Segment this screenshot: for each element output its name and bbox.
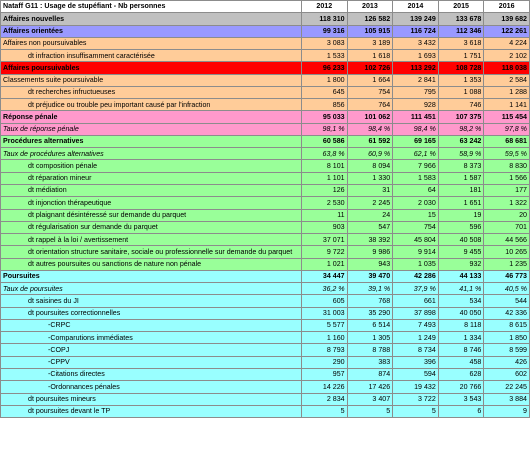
cell-value: 903 (302, 221, 348, 233)
cell-value: 1 334 (438, 332, 484, 344)
cell-value: 602 (484, 368, 530, 380)
cell-value: 2 841 (393, 74, 439, 86)
cell-value: 38 392 (347, 234, 393, 246)
cell-value: 1 800 (302, 74, 348, 86)
table-row (1, 368, 530, 380)
cell-value: 99 316 (302, 25, 348, 37)
cell-value: 112 346 (438, 25, 484, 37)
cell-value: 9 914 (393, 246, 439, 258)
table-row (1, 283, 530, 295)
cell-value: 3 884 (484, 393, 530, 405)
cell-value: 139 682 (484, 13, 530, 25)
row-label: Affaires orientées (1, 25, 302, 37)
cell-value: 795 (393, 86, 439, 98)
table-row (1, 332, 530, 344)
cell-value: 3 722 (393, 393, 439, 405)
row-label: -CRPC (1, 319, 302, 331)
cell-value: 8 599 (484, 344, 530, 356)
cell-value: 37 898 (393, 307, 439, 319)
row-label: dt injonction thérapeutique (1, 197, 302, 209)
cell-value: 20 766 (438, 381, 484, 393)
row-label: Taux de poursuites (1, 283, 302, 295)
row-label: Affaires non poursuivables (1, 37, 302, 49)
cell-value: 8 101 (302, 160, 348, 172)
row-label: dt réparation mineur (1, 172, 302, 184)
cell-value: 98,4 % (347, 123, 393, 135)
cell-value: 62,1 % (393, 148, 439, 160)
cell-value: 8 734 (393, 344, 439, 356)
row-label: dt médiation (1, 184, 302, 196)
cell-value: 39,1 % (347, 283, 393, 295)
row-label: dt autres poursuites ou sanctions de nature non pénale (1, 258, 302, 270)
cell-value: 3 083 (302, 37, 348, 49)
cell-value: 44 133 (438, 270, 484, 282)
cell-value: 34 447 (302, 270, 348, 282)
cell-value: 61 592 (347, 135, 393, 147)
year-header: 2013 (347, 1, 393, 13)
cell-value: 6 514 (347, 319, 393, 331)
row-label: Affaires poursuivables (1, 62, 302, 74)
cell-value: 68 681 (484, 135, 530, 147)
header-row (1, 1, 530, 13)
cell-value: 1 330 (347, 172, 393, 184)
cell-value: 8 793 (302, 344, 348, 356)
cell-value: 177 (484, 184, 530, 196)
row-label: -Citations directes (1, 368, 302, 380)
cell-value: 122 261 (484, 25, 530, 37)
cell-value: 8 094 (347, 160, 393, 172)
cell-value: 943 (347, 258, 393, 270)
table-row (1, 74, 530, 86)
cell-value: 63 242 (438, 135, 484, 147)
cell-value: 1 035 (393, 258, 439, 270)
cell-value: 290 (302, 356, 348, 368)
row-label: Procédures alternatives (1, 135, 302, 147)
cell-value: 98,1 % (302, 123, 348, 135)
cell-value: 1 587 (438, 172, 484, 184)
cell-value: 17 426 (347, 381, 393, 393)
cell-value: 133 678 (438, 13, 484, 25)
row-label: dt rappel à la loi / avertissement (1, 234, 302, 246)
table-row (1, 111, 530, 123)
cell-value: 5 (302, 405, 348, 417)
cell-value: 645 (302, 86, 348, 98)
table-row (1, 307, 530, 319)
table-row (1, 50, 530, 62)
row-label: dt plaignant désintéressé sur demande du parquet (1, 209, 302, 221)
cell-value: 856 (302, 99, 348, 111)
cell-value: 126 (302, 184, 348, 196)
cell-value: 19 (438, 209, 484, 221)
row-label: dt poursuites devant le TP (1, 405, 302, 417)
cell-value: 932 (438, 258, 484, 270)
row-label: dt infraction insuffisamment caractérisée (1, 50, 302, 62)
cell-value: 2 245 (347, 197, 393, 209)
cell-value: 1 101 (302, 172, 348, 184)
table-row (1, 234, 530, 246)
cell-value: 3 618 (438, 37, 484, 49)
cell-value: 19 432 (393, 381, 439, 393)
cell-value: 596 (438, 221, 484, 233)
cell-value: 605 (302, 295, 348, 307)
cell-value: 1 322 (484, 197, 530, 209)
cell-value: 5 (347, 405, 393, 417)
cell-value: 383 (347, 356, 393, 368)
cell-value: 628 (438, 368, 484, 380)
cell-value: 1 160 (302, 332, 348, 344)
cell-value: 396 (393, 356, 439, 368)
table-row (1, 62, 530, 74)
table-row (1, 221, 530, 233)
cell-value: 8 788 (347, 344, 393, 356)
cell-value: 1 021 (302, 258, 348, 270)
table-row (1, 86, 530, 98)
cell-value: 5 (393, 405, 439, 417)
row-label: Taux de réponse pénale (1, 123, 302, 135)
cell-value: 139 249 (393, 13, 439, 25)
cell-value: 7 966 (393, 160, 439, 172)
cell-value: 754 (393, 221, 439, 233)
cell-value: 9 722 (302, 246, 348, 258)
cell-value: 8 118 (438, 319, 484, 331)
cell-value: 661 (393, 295, 439, 307)
cell-value: 1 651 (438, 197, 484, 209)
table-row (1, 356, 530, 368)
cell-value: 5 577 (302, 319, 348, 331)
row-label: Réponse pénale (1, 111, 302, 123)
cell-value: 107 375 (438, 111, 484, 123)
table-row (1, 258, 530, 270)
row-label: -COPJ (1, 344, 302, 356)
cell-value: 35 290 (347, 307, 393, 319)
row-label: dt composition pénale (1, 160, 302, 172)
cell-value: 42 286 (393, 270, 439, 282)
cell-value: 39 470 (347, 270, 393, 282)
cell-value: 768 (347, 295, 393, 307)
cell-value: 1 088 (438, 86, 484, 98)
cell-value: 1 249 (393, 332, 439, 344)
cell-value: 59,5 % (484, 148, 530, 160)
cell-value: 8 373 (438, 160, 484, 172)
cell-value: 746 (438, 99, 484, 111)
cell-value: 3 432 (393, 37, 439, 49)
cell-value: 1 533 (302, 50, 348, 62)
cell-value: 1 141 (484, 99, 530, 111)
cell-value: 102 726 (347, 62, 393, 74)
cell-value: 37 071 (302, 234, 348, 246)
cell-value: 118 038 (484, 62, 530, 74)
cell-value: 24 (347, 209, 393, 221)
table-row (1, 197, 530, 209)
cell-value: 1 618 (347, 50, 393, 62)
cell-value: 40,5 % (484, 283, 530, 295)
table-row (1, 37, 530, 49)
cell-value: 64 (393, 184, 439, 196)
table-row (1, 135, 530, 147)
cell-value: 3 407 (347, 393, 393, 405)
cell-value: 58,9 % (438, 148, 484, 160)
row-label: Classements suite poursuivable (1, 74, 302, 86)
cell-value: 1 583 (393, 172, 439, 184)
cell-value: 113 292 (393, 62, 439, 74)
cell-value: 31 (347, 184, 393, 196)
cell-value: 98,4 % (393, 123, 439, 135)
cell-value: 594 (393, 368, 439, 380)
row-label: -Ordonnances pénales (1, 381, 302, 393)
table-title: Nataff G11 : Usage de stupéfiant - Nb personnes (1, 1, 302, 13)
cell-value: 14 226 (302, 381, 348, 393)
cell-value: 701 (484, 221, 530, 233)
table-row (1, 99, 530, 111)
cell-value: 44 566 (484, 234, 530, 246)
cell-value: 40 508 (438, 234, 484, 246)
cell-value: 41,1 % (438, 283, 484, 295)
year-header: 2015 (438, 1, 484, 13)
cell-value: 754 (347, 86, 393, 98)
cell-value: 8 830 (484, 160, 530, 172)
cell-value: 3 189 (347, 37, 393, 49)
cell-value: 874 (347, 368, 393, 380)
table-row (1, 270, 530, 282)
cell-value: 1 566 (484, 172, 530, 184)
table-row (1, 160, 530, 172)
cell-value: 20 (484, 209, 530, 221)
cell-value: 1 288 (484, 86, 530, 98)
cell-value: 3 543 (438, 393, 484, 405)
cell-value: 1 664 (347, 74, 393, 86)
cell-value: 37,9 % (393, 283, 439, 295)
cell-value: 60,9 % (347, 148, 393, 160)
row-label: Taux de procédures alternatives (1, 148, 302, 160)
cell-value: 69 165 (393, 135, 439, 147)
cell-value: 1 693 (393, 50, 439, 62)
cell-value: 101 062 (347, 111, 393, 123)
cell-value: 6 (438, 405, 484, 417)
cell-value: 7 493 (393, 319, 439, 331)
cell-value: 1 235 (484, 258, 530, 270)
cell-value: 547 (347, 221, 393, 233)
year-header: 2012 (302, 1, 348, 13)
cell-value: 4 224 (484, 37, 530, 49)
cell-value: 10 265 (484, 246, 530, 258)
cell-value: 1 751 (438, 50, 484, 62)
cell-value: 22 245 (484, 381, 530, 393)
cell-value: 1 353 (438, 74, 484, 86)
cell-value: 1 305 (347, 332, 393, 344)
cell-value: 97,8 % (484, 123, 530, 135)
cell-value: 928 (393, 99, 439, 111)
cell-value: 2 030 (393, 197, 439, 209)
table-row (1, 295, 530, 307)
table-row (1, 209, 530, 221)
year-header: 2014 (393, 1, 439, 13)
row-label: dt préjudice ou trouble peu important causé par l'infraction (1, 99, 302, 111)
table-row (1, 246, 530, 258)
cell-value: 115 454 (484, 111, 530, 123)
cell-value: 9 (484, 405, 530, 417)
cell-value: 98,2 % (438, 123, 484, 135)
table-row (1, 25, 530, 37)
cell-value: 426 (484, 356, 530, 368)
cell-value: 11 (302, 209, 348, 221)
cell-value: 126 582 (347, 13, 393, 25)
cell-value: 764 (347, 99, 393, 111)
cell-value: 957 (302, 368, 348, 380)
table-row (1, 123, 530, 135)
row-label: dt saisines du JI (1, 295, 302, 307)
cell-value: 96 233 (302, 62, 348, 74)
cell-value: 108 728 (438, 62, 484, 74)
cell-value: 534 (438, 295, 484, 307)
table-row (1, 344, 530, 356)
table-row (1, 393, 530, 405)
cell-value: 2 584 (484, 74, 530, 86)
table-row (1, 184, 530, 196)
cell-value: 9 455 (438, 246, 484, 258)
cell-value: 2 102 (484, 50, 530, 62)
cell-value: 116 724 (393, 25, 439, 37)
cell-value: 63,8 % (302, 148, 348, 160)
cell-value: 105 915 (347, 25, 393, 37)
table-row (1, 405, 530, 417)
cell-value: 458 (438, 356, 484, 368)
cell-value: 8 615 (484, 319, 530, 331)
row-label: dt poursuites correctionnelles (1, 307, 302, 319)
table-row (1, 172, 530, 184)
cell-value: 42 336 (484, 307, 530, 319)
cell-value: 1 850 (484, 332, 530, 344)
row-label: dt orientation structure sanitaire, sociale ou professionnelle sur demande du parquet (1, 246, 302, 258)
row-label: Poursuites (1, 270, 302, 282)
cell-value: 45 804 (393, 234, 439, 246)
table-row (1, 319, 530, 331)
table-row (1, 148, 530, 160)
row-label: Affaires nouvelles (1, 13, 302, 25)
year-header: 2016 (484, 1, 530, 13)
cell-value: 111 451 (393, 111, 439, 123)
row-label: dt poursuites mineurs (1, 393, 302, 405)
cell-value: 2 834 (302, 393, 348, 405)
cell-value: 118 310 (302, 13, 348, 25)
table-row (1, 381, 530, 393)
cell-value: 31 003 (302, 307, 348, 319)
cell-value: 8 746 (438, 344, 484, 356)
row-label: -CPPV (1, 356, 302, 368)
cell-value: 36,2 % (302, 283, 348, 295)
row-label: dt recherches infructueuses (1, 86, 302, 98)
cell-value: 95 033 (302, 111, 348, 123)
table-row (1, 13, 530, 25)
cell-value: 46 773 (484, 270, 530, 282)
cell-value: 60 586 (302, 135, 348, 147)
cell-value: 40 050 (438, 307, 484, 319)
cell-value: 544 (484, 295, 530, 307)
row-label: -Comparutions immédiates (1, 332, 302, 344)
cell-value: 2 530 (302, 197, 348, 209)
row-label: dt régularisation sur demande du parquet (1, 221, 302, 233)
cell-value: 9 986 (347, 246, 393, 258)
cell-value: 181 (438, 184, 484, 196)
cell-value: 15 (393, 209, 439, 221)
